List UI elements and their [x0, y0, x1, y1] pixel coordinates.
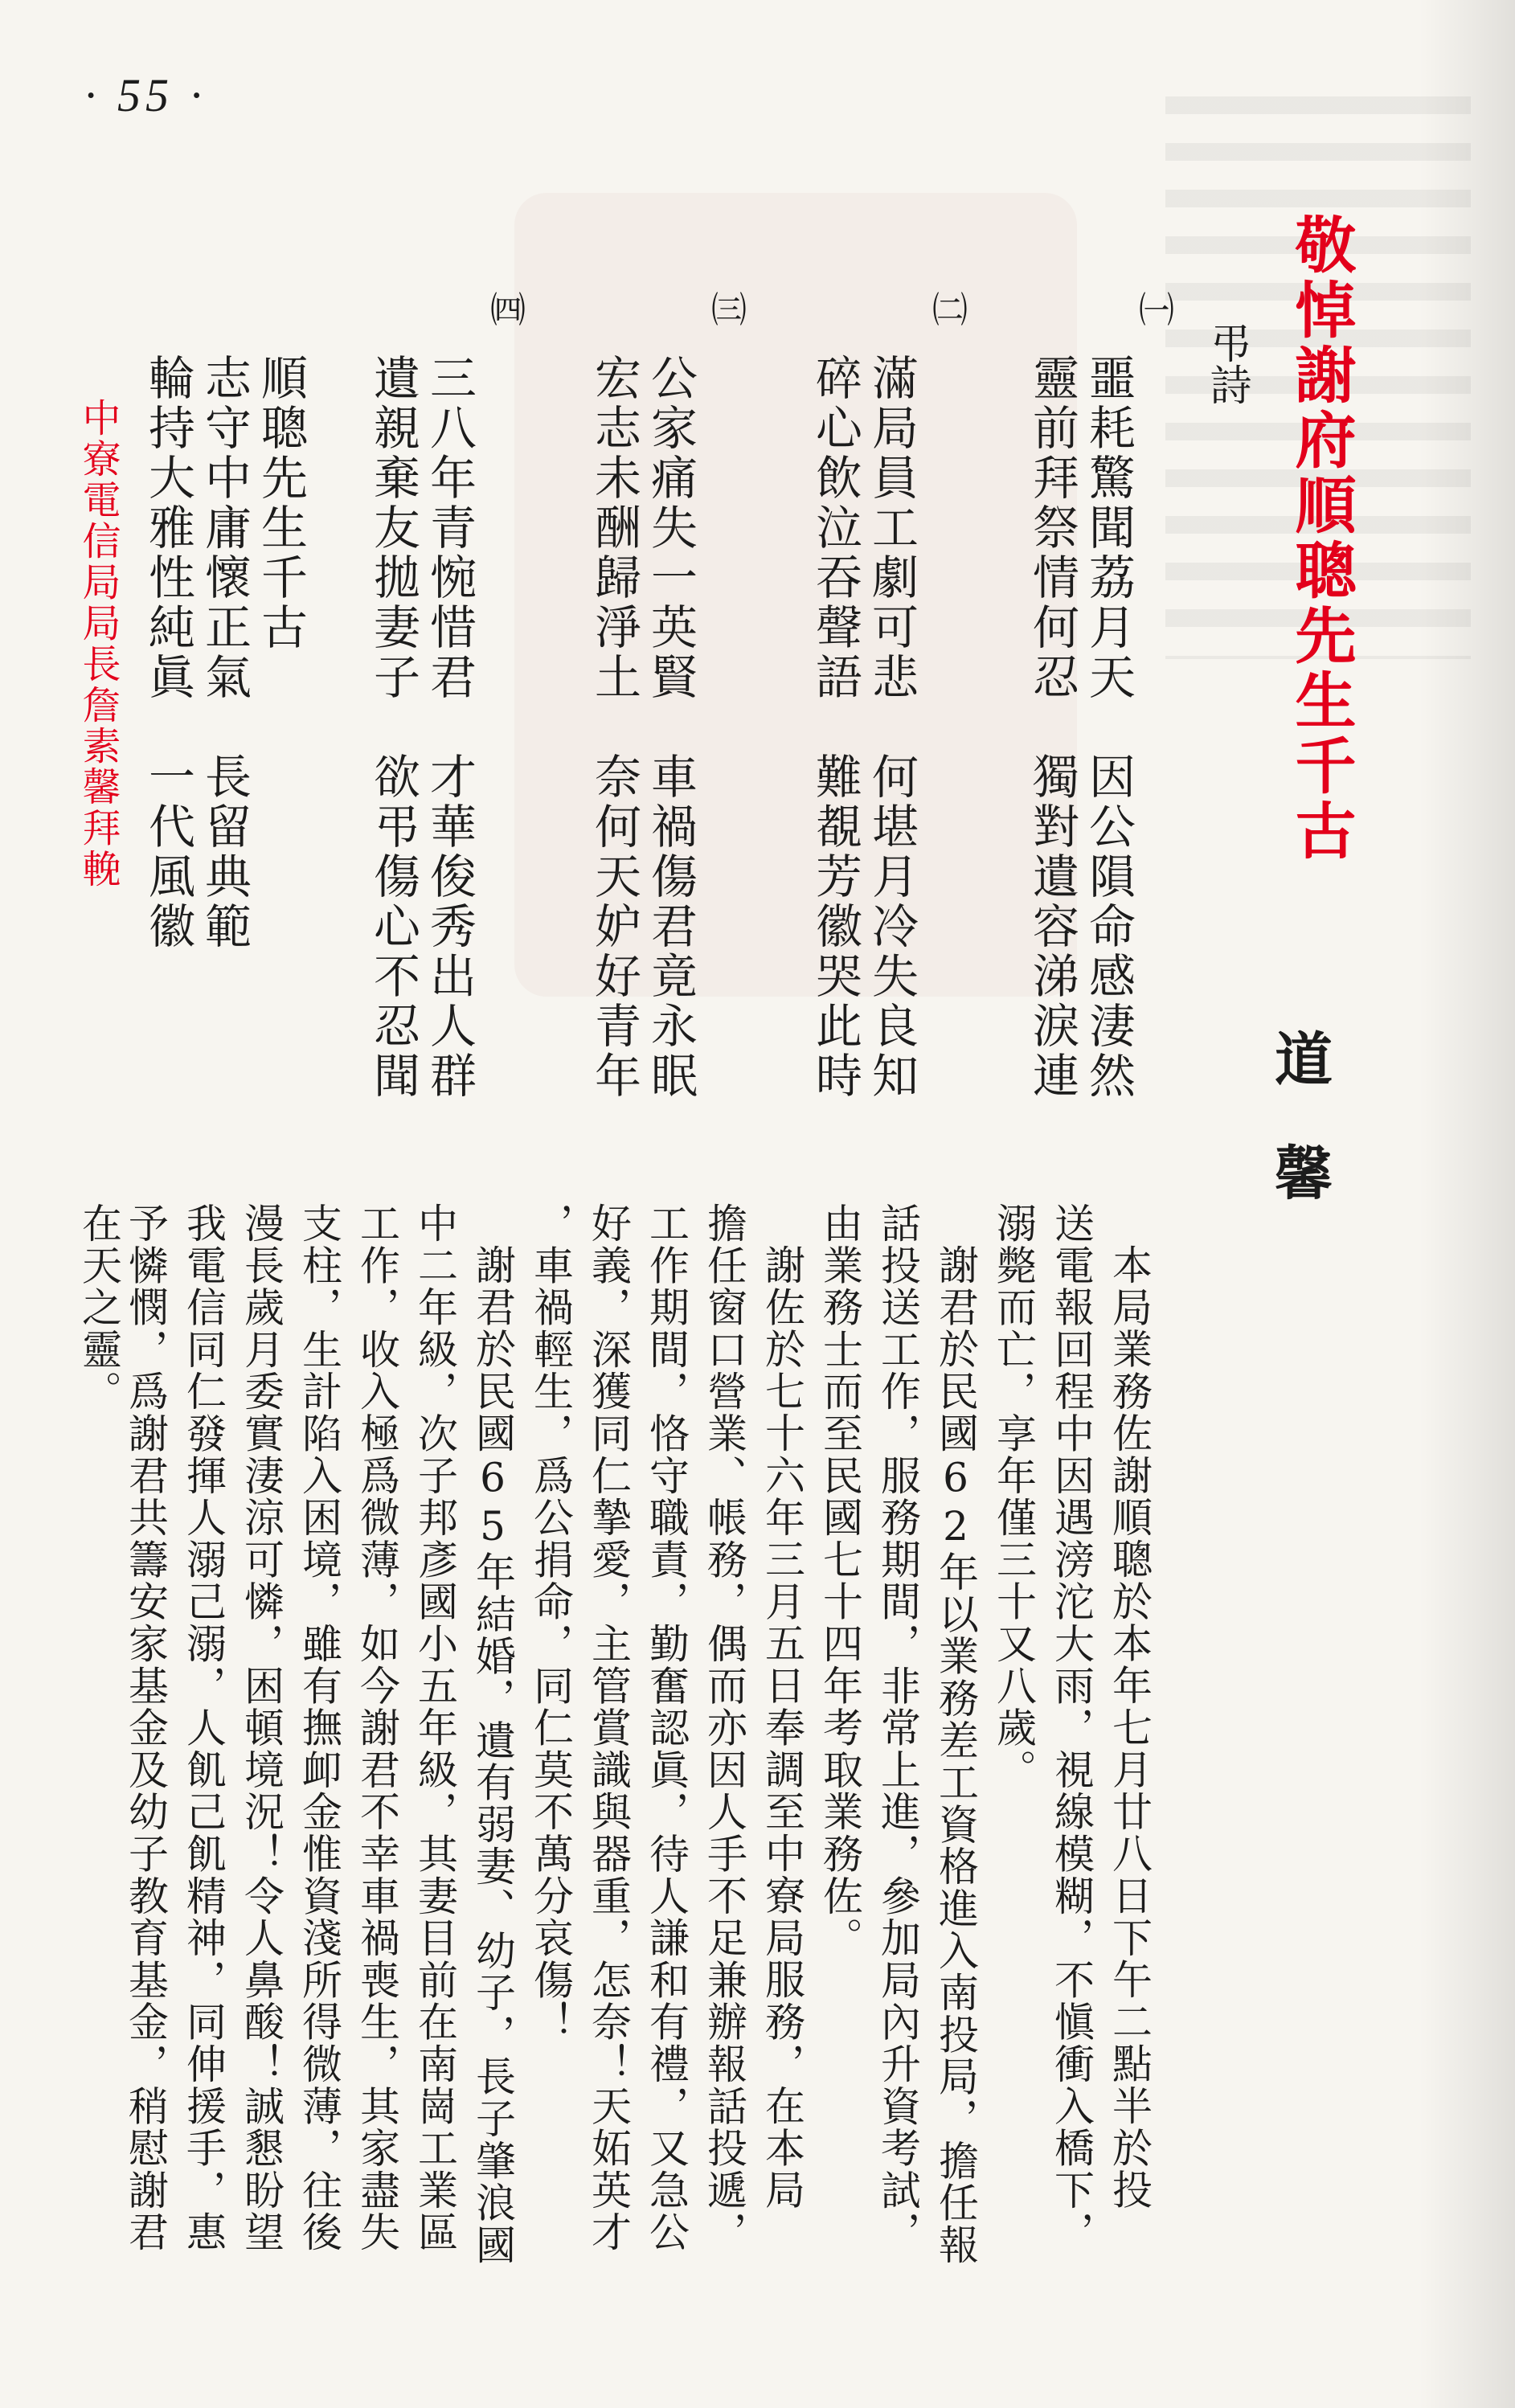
article-line: 好義，深獲同仁摯愛，主管賞識與器重，怎奈！天妬英才 — [585, 1202, 632, 2254]
stanza-number: ㈠ — [1132, 291, 1173, 326]
closing-line: 志守中庸懷正氣 長留典範 — [197, 354, 252, 952]
stanza-number: ㈡ — [926, 291, 967, 326]
article-line: 我電信同仁發揮人溺己溺，人飢己飢精神，同伸援手，惠 — [180, 1202, 227, 2254]
article-line: 工作，收入極爲微薄，如今謝君不幸車禍喪生，其家盡失 — [354, 1202, 400, 2254]
article-line: 謝君於民國65年結婚，遺有弱妻、幼子，長子肇浪國 — [469, 1244, 516, 2267]
article-line: 由業務士而至民國七十四年考取業務佐。 — [817, 1202, 863, 1960]
article-line: 本局業務佐謝順聰於本年七月廿八日下午二點半於投 — [1106, 1244, 1153, 2211]
poem-line: 靈前拜祭情何忍 獨對遺容涕淚連 — [1025, 354, 1079, 1101]
article-line: 工作期間，恪守職責，勤奮認眞，待人謙和有禮，又急公 — [643, 1202, 690, 2254]
article-line: 漫長歲月委實淒涼可憐，困頓境況！令人鼻酸！誠懇盼望 — [238, 1202, 285, 2254]
page-number: · 55 · — [84, 69, 207, 121]
page-edge-shadow — [1419, 0, 1515, 2408]
article-line: 支柱，生計陷入困境，雖有撫卹金惟資淺所得微薄，往後 — [296, 1202, 342, 2254]
poem-line: 滿局員工劇可悲 何堪月冷失良知 — [864, 354, 919, 1101]
article-line: 話投送工作，服務期間，非常上進，參加局內升資考試， — [874, 1202, 921, 2254]
poem-line: 遺親棄友拋妻子 欲弔傷心不忍聞 — [366, 354, 420, 1101]
stanza-number: ㈢ — [705, 291, 746, 326]
article-line: 中二年級，次子邦彥國小五年級，其妻目前在南崗工業區 — [412, 1202, 458, 2254]
article-line: 謝佐於七十六年三月五日奉調至中寮局服務，在本局 — [759, 1244, 805, 2211]
article-line: 送電報回程中因遇滂沱大雨，視線模糊，不愼衝入橋下， — [1048, 1202, 1095, 2254]
stanza-number: ㈣ — [484, 291, 525, 326]
article-line: 溺斃而亡，享年僅三十又八歲。 — [990, 1202, 1037, 1792]
article-author: 道馨 — [1265, 1029, 1333, 1257]
poem-line: 公家痛失一英賢 車禍傷君竟永眠 — [643, 354, 698, 1101]
poem-line: 三八年青惋惜君 才華俊秀出人群 — [422, 354, 477, 1101]
article-line: ，車禍輕生，爲公捐命，同仁莫不萬分哀傷！ — [527, 1202, 574, 2043]
article-line: 謝君於民國62年以業務差工資格進入南投局，擔任報 — [932, 1244, 979, 2267]
poem-line: 噩耗驚聞荔月天 因公隕命感淒然 — [1081, 354, 1136, 1101]
closing-line: 順聰先生千古 — [253, 354, 308, 653]
closing-line: 輪持大雅性純眞 一代風徽 — [141, 354, 195, 952]
article-line: 在天之靈。 — [76, 1202, 122, 1413]
article-line: 予憐憫，爲謝君共籌安家基金及幼子教育基金，稍慰謝君 — [122, 1202, 169, 2254]
elegy-title: 敬悼謝府順聰先生千古 — [1285, 213, 1357, 864]
article-line: 擔任窗口營業、帳務，偶而亦因人手不足兼辦報話投遞， — [701, 1202, 747, 2254]
elegy-signature: 中寮電信局局長詹素馨拜輓 — [76, 398, 121, 890]
elegy-subtitle: 弔詩 — [1202, 321, 1251, 405]
poem-line: 宏志未酬歸淨土 奈何天妒好青年 — [587, 354, 641, 1101]
poem-line: 碎心飲泣吞聲語 難覩芳徽哭此時 — [808, 354, 862, 1101]
